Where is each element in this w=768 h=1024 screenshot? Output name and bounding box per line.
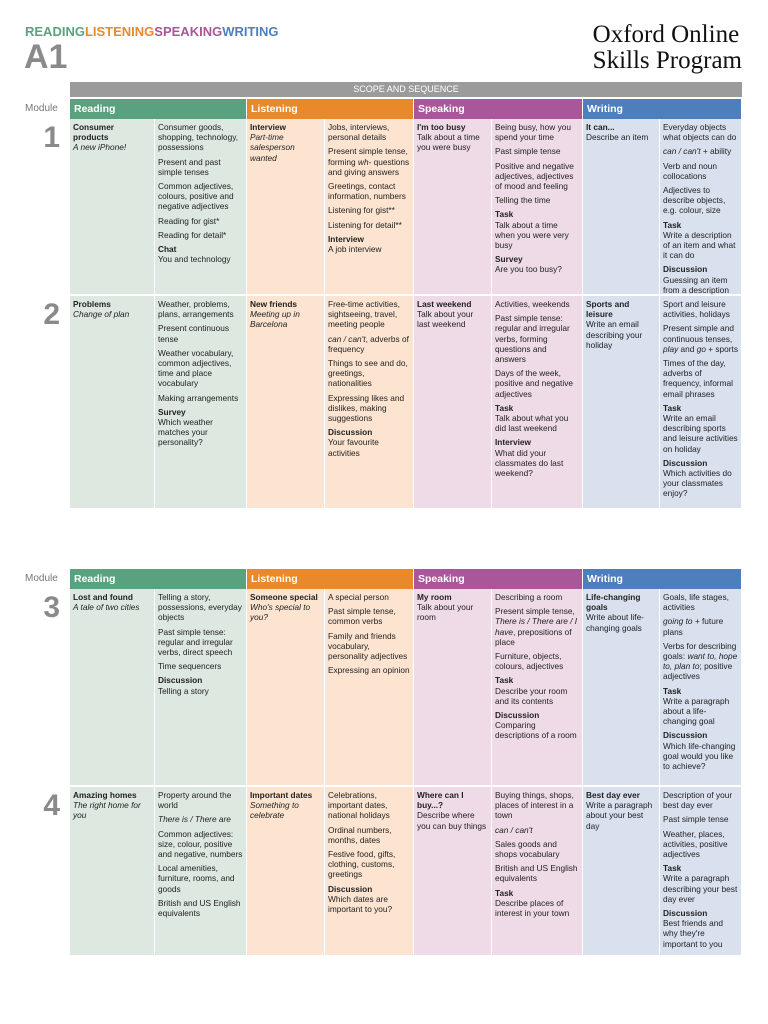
detail-segment: play bbox=[663, 343, 679, 354]
detail-text: Write an email describing sports and leisure activities on holiday bbox=[663, 413, 738, 454]
detail-segment: wh- bbox=[357, 156, 372, 167]
detail-item bbox=[663, 323, 738, 354]
header-writing: Writing bbox=[583, 99, 742, 119]
listening-details-cell bbox=[325, 119, 414, 294]
detail-item bbox=[495, 606, 579, 647]
detail-item bbox=[495, 437, 579, 478]
topic-title: Interview bbox=[250, 122, 286, 132]
detail-item bbox=[158, 407, 243, 448]
module-row bbox=[25, 787, 742, 957]
speaking-topic-cell bbox=[414, 787, 492, 955]
topic-subtitle: Change of plan bbox=[73, 309, 130, 320]
module-header: Module bbox=[25, 103, 58, 114]
detail-item: Listening for gist** bbox=[328, 205, 395, 216]
detail-segment: + future plans bbox=[663, 616, 724, 637]
topic-title: Someone special bbox=[250, 592, 318, 602]
table-header-row bbox=[25, 99, 742, 119]
program-title-line2: Skills Program bbox=[592, 47, 742, 74]
topic-subtitle: Part-time salesperson wanted bbox=[250, 132, 295, 163]
detail-item bbox=[328, 884, 410, 915]
header-listening: Listening bbox=[247, 99, 414, 119]
topic-title: I'm too busy bbox=[417, 122, 466, 132]
module-header: Module bbox=[25, 573, 58, 584]
detail-text: Which weather matches your personality? bbox=[158, 417, 213, 448]
detail-text: Describe your room and its contents bbox=[495, 685, 568, 706]
detail-item bbox=[663, 908, 738, 949]
program-title-line1: Oxford Online bbox=[592, 21, 740, 48]
detail-heading: Task bbox=[663, 863, 682, 874]
listening-details-cell bbox=[325, 589, 414, 785]
detail-item: Buying things, shops, places of interest in a town bbox=[495, 790, 574, 821]
detail-item: Festive food, gifts, clothing, customs, greetings bbox=[328, 849, 396, 880]
detail-item bbox=[663, 220, 738, 261]
writing-topic-cell bbox=[583, 589, 660, 785]
topic-subtitle: Meeting up in Barcelona bbox=[250, 309, 300, 330]
reading-details-cell bbox=[155, 296, 247, 508]
topic-title: Where can I buy...? bbox=[417, 790, 464, 811]
scope-and-sequence-bar: SCOPE AND SEQUENCE bbox=[70, 82, 742, 97]
speaking-topic-cell bbox=[414, 589, 492, 785]
detail-item: Telling a story, possessions, everyday objects bbox=[158, 592, 242, 623]
listening-topic-cell bbox=[247, 787, 325, 955]
program-title bbox=[593, 22, 742, 74]
detail-heading: Discussion bbox=[663, 457, 708, 468]
detail-text: Which dates are important to you? bbox=[328, 893, 393, 915]
topic-title: Lost and found bbox=[73, 592, 133, 602]
detail-item: Goals, life stages, activities bbox=[663, 592, 729, 613]
detail-segment: Present simple tense, forming bbox=[328, 146, 408, 167]
module-row bbox=[25, 589, 742, 787]
detail-item: Adjectives to describe objects, e.g. colour, size bbox=[663, 185, 726, 216]
detail-item bbox=[495, 209, 579, 250]
header-speaking: Speaking bbox=[414, 99, 583, 119]
topic-subtitle: Talk about a time you were busy bbox=[417, 132, 480, 153]
reading-details-cell bbox=[155, 589, 247, 785]
detail-item: Expressing likes and dislikes, making suggestions bbox=[328, 392, 405, 424]
speaking-details-cell bbox=[492, 787, 583, 955]
speaking-details-cell bbox=[492, 119, 583, 294]
detail-item: Common adjectives: size, colour, positive and negative, numbers bbox=[158, 828, 243, 860]
detail-item: Free-time activities, sightseeing, travel, meeting people bbox=[328, 299, 400, 330]
detail-heading: Task bbox=[663, 685, 682, 696]
reading-topic-cell bbox=[70, 296, 155, 508]
detail-heading: Task bbox=[495, 209, 514, 220]
listening-details-cell bbox=[325, 296, 414, 508]
detail-item: Ordinal numbers, months, dates bbox=[328, 824, 392, 845]
detail-item bbox=[495, 888, 579, 919]
detail-heading: Discussion bbox=[663, 908, 708, 919]
detail-item: Past simple tense: regular and irregular verbs, direct speech bbox=[158, 626, 233, 658]
topic-subtitle: Talk about your room bbox=[417, 602, 474, 623]
detail-item: Sales goods and shops vocabulary bbox=[495, 838, 560, 860]
detail-text: Write a paragraph describing your best day ever bbox=[663, 873, 738, 904]
topic-title: Life-changing goals bbox=[586, 592, 641, 613]
topic-subtitle: Write an email describing your holiday bbox=[586, 319, 643, 350]
header-reading: Reading bbox=[70, 99, 247, 119]
detail-item bbox=[158, 244, 243, 264]
writing-topic-cell bbox=[583, 787, 660, 955]
topic-subtitle: Talk about your last weekend bbox=[417, 309, 474, 330]
brand-speaking: SPEAKING bbox=[154, 24, 223, 39]
header-speaking: Speaking bbox=[414, 569, 583, 589]
header-reading: Reading bbox=[70, 569, 247, 589]
topic-title: Best day ever bbox=[586, 790, 640, 800]
detail-heading: Discussion bbox=[663, 730, 708, 741]
detail-text: A job interview bbox=[328, 244, 382, 255]
detail-item: Things to see and do, greetings, nationalities bbox=[328, 358, 408, 389]
detail-item: Past simple tense: regular and irregular verbs, forming questions and answers bbox=[495, 313, 570, 365]
detail-item: Jobs, interviews, personal details bbox=[328, 122, 390, 143]
reading-topic-cell bbox=[70, 787, 155, 955]
detail-segment: can / can't bbox=[328, 333, 366, 344]
detail-heading: Discussion bbox=[328, 883, 373, 894]
topic-title: New friends bbox=[250, 299, 298, 309]
detail-heading: Task bbox=[663, 402, 682, 413]
writing-details-cell bbox=[660, 119, 742, 294]
detail-item bbox=[663, 616, 738, 636]
listening-topic-cell bbox=[247, 589, 325, 785]
module-number: 1 bbox=[43, 121, 60, 154]
detail-item: Common adjectives, colours, positive and negative adjectives bbox=[158, 181, 234, 212]
skills-brand bbox=[25, 24, 279, 39]
detail-segment: and bbox=[678, 343, 697, 354]
detail-item bbox=[495, 675, 579, 706]
header-writing: Writing bbox=[583, 569, 742, 589]
module-row bbox=[25, 119, 742, 296]
detail-text: Talk about what you did last weekend bbox=[495, 413, 569, 434]
detail-item bbox=[495, 254, 579, 274]
detail-segment: There is / There are / I have bbox=[495, 616, 578, 637]
topic-title: Problems bbox=[73, 299, 111, 309]
detail-segment: + ability bbox=[700, 146, 732, 157]
detail-item bbox=[328, 146, 410, 177]
listening-details-cell bbox=[325, 787, 414, 955]
topic-subtitle: Write a paragraph about your best day bbox=[586, 800, 653, 831]
detail-item: Times of the day, adverbs of frequency, informal email phrases bbox=[663, 358, 733, 399]
detail-item bbox=[663, 458, 738, 499]
topic-title: Last weekend bbox=[417, 299, 472, 309]
module-row bbox=[25, 296, 742, 510]
detail-segment: questions and giving answers bbox=[328, 156, 410, 177]
detail-text: You and technology bbox=[158, 254, 231, 265]
detail-item bbox=[663, 686, 738, 727]
detail-heading: Interview bbox=[495, 437, 531, 448]
detail-text: Are you too busy? bbox=[495, 264, 562, 275]
topic-title: Important dates bbox=[250, 790, 313, 800]
detail-heading: Survey bbox=[158, 406, 186, 417]
detail-item bbox=[495, 403, 579, 434]
detail-segment: , prepositions of place bbox=[495, 626, 572, 647]
detail-item: Being busy, how you spend your time bbox=[495, 122, 571, 143]
detail-item: Making arrangements bbox=[158, 392, 239, 403]
detail-item bbox=[495, 710, 579, 741]
detail-item: Describing a room bbox=[495, 592, 563, 602]
detail-segment: There is / There are bbox=[158, 814, 231, 825]
topic-title: Consumer products bbox=[73, 122, 115, 143]
detail-segment: ; positive adjectives bbox=[663, 661, 733, 682]
detail-segment: go bbox=[696, 343, 706, 354]
speaking-details-cell bbox=[492, 589, 583, 785]
detail-item bbox=[158, 675, 243, 695]
writing-details-cell bbox=[660, 589, 742, 785]
detail-item: Local amenities, furniture, rooms, and goods bbox=[158, 863, 235, 894]
detail-heading: Discussion bbox=[158, 675, 203, 686]
writing-details-cell bbox=[660, 296, 742, 508]
detail-heading: Survey bbox=[495, 254, 523, 265]
detail-item: Description of your best day ever bbox=[663, 790, 733, 811]
detail-segment: can / can't bbox=[495, 824, 533, 835]
detail-item bbox=[328, 234, 410, 254]
detail-item: Past simple tense bbox=[663, 814, 729, 825]
detail-text: Guessing an item from a description bbox=[663, 274, 729, 295]
detail-text: Your favourite activities bbox=[328, 437, 379, 458]
detail-item: British and US English equivalents bbox=[158, 897, 241, 919]
detail-text: Comparing descriptions of a room bbox=[495, 720, 577, 741]
detail-heading: Task bbox=[495, 887, 514, 898]
detail-heading: Task bbox=[663, 219, 682, 230]
reading-details-cell bbox=[155, 119, 247, 294]
detail-item: Family and friends vocabulary, personality adjectives bbox=[328, 630, 408, 662]
detail-item: Past simple tense bbox=[495, 146, 561, 157]
topic-subtitle: Describe an item bbox=[586, 132, 649, 143]
topic-subtitle: Describe where you can buy things bbox=[417, 810, 487, 831]
detail-item: Reading for gist* bbox=[158, 215, 220, 226]
detail-item: Days of the week, positive and negative adjectives bbox=[495, 368, 573, 399]
detail-item bbox=[663, 264, 738, 295]
detail-item: Weather, problems, plans, arrangements bbox=[158, 299, 234, 320]
topic-title: It can... bbox=[586, 122, 615, 132]
brand-listening: LISTENING bbox=[84, 24, 155, 39]
detail-item bbox=[663, 146, 738, 156]
listening-topic-cell bbox=[247, 296, 325, 508]
detail-segment: want to, hope to, plan to bbox=[663, 651, 738, 672]
detail-item: Present and past simple tenses bbox=[158, 156, 221, 177]
detail-text: Write a description of an item and what it can do bbox=[663, 229, 736, 261]
reading-details-cell bbox=[155, 787, 247, 955]
detail-segment: Present simple and continuous tenses, bbox=[663, 323, 735, 344]
detail-segment: Verbs for describing goals: bbox=[663, 640, 737, 662]
detail-text: Which life-changing goal would you like to achieve? bbox=[663, 740, 736, 772]
detail-item: Present continuous tense bbox=[158, 323, 230, 344]
detail-item: Sport and leisure activities, holidays bbox=[663, 299, 730, 320]
topic-subtitle: Write about life-changing goals bbox=[586, 612, 644, 633]
brand-writing: WRITING bbox=[222, 24, 279, 39]
detail-text: Write a paragraph about a life-changing goal bbox=[663, 695, 730, 727]
speaking-topic-cell bbox=[414, 296, 492, 508]
detail-item: Reading for detail* bbox=[158, 229, 227, 240]
detail-item bbox=[158, 814, 243, 824]
detail-item: Consumer goods, shopping, technology, possessions bbox=[158, 122, 239, 153]
detail-item: Greetings, contact information, numbers bbox=[328, 181, 406, 202]
detail-heading: Chat bbox=[158, 244, 177, 255]
header-listening: Listening bbox=[247, 569, 414, 589]
table-header-row bbox=[25, 569, 742, 589]
scope-table-2 bbox=[25, 569, 742, 957]
reading-topic-cell bbox=[70, 119, 155, 294]
detail-item bbox=[495, 825, 579, 835]
detail-item bbox=[328, 427, 410, 458]
topic-title: Sports and leisure bbox=[586, 299, 630, 320]
detail-segment: , adverbs of frequency bbox=[328, 333, 409, 354]
writing-topic-cell bbox=[583, 119, 660, 294]
scope-table-1 bbox=[25, 99, 742, 510]
level-label: A1 bbox=[24, 38, 68, 76]
detail-item: Expressing an opinion bbox=[328, 665, 410, 676]
detail-item: Activities, weekends bbox=[495, 299, 570, 309]
detail-segment: Present simple tense, bbox=[495, 606, 575, 617]
detail-item: Time sequencers bbox=[158, 661, 222, 672]
listening-topic-cell bbox=[247, 119, 325, 294]
speaking-topic-cell bbox=[414, 119, 492, 294]
detail-heading: Discussion bbox=[328, 427, 373, 438]
topic-subtitle: A tale of two cities bbox=[73, 602, 140, 613]
detail-item: Celebrations, important dates, national holidays bbox=[328, 790, 390, 821]
module-number: 4 bbox=[43, 789, 60, 822]
detail-item: Furniture, objects, colours, adjectives bbox=[495, 651, 564, 672]
detail-item: Everyday objects what objects can do bbox=[663, 122, 737, 143]
detail-heading: Discussion bbox=[495, 710, 540, 721]
detail-item: Verb and noun collocations bbox=[663, 160, 717, 181]
detail-heading: Task bbox=[495, 402, 514, 413]
topic-subtitle: The right home for you bbox=[73, 800, 141, 821]
detail-text: Talk about a time when you were very busy bbox=[495, 219, 569, 251]
reading-topic-cell bbox=[70, 589, 155, 785]
detail-item: British and US English equivalents bbox=[495, 863, 578, 884]
detail-item bbox=[328, 334, 410, 354]
detail-item: A special person bbox=[328, 592, 389, 602]
detail-item: Past simple tense, common verbs bbox=[328, 606, 396, 627]
speaking-details-cell bbox=[492, 296, 583, 508]
brand-reading: READING bbox=[25, 24, 85, 39]
detail-heading: Discussion bbox=[663, 264, 708, 275]
detail-heading: Task bbox=[495, 675, 514, 686]
module-number: 2 bbox=[43, 298, 60, 331]
detail-text: What did your classmates do last weekend? bbox=[495, 447, 564, 479]
detail-segment: can / can't bbox=[663, 146, 701, 157]
detail-item bbox=[663, 863, 738, 904]
writing-details-cell bbox=[660, 787, 742, 955]
detail-item bbox=[663, 403, 738, 454]
detail-item: Positive and negative adjectives, adjectives of mood and feeling bbox=[495, 160, 574, 192]
detail-heading: Interview bbox=[328, 233, 364, 244]
detail-text: Describe places of interest in your town bbox=[495, 897, 570, 919]
detail-item: Listening for detail** bbox=[328, 219, 402, 230]
topic-subtitle: Who's special to you? bbox=[250, 602, 311, 623]
topic-subtitle: A new iPhone! bbox=[73, 142, 127, 153]
detail-item: Property around the world bbox=[158, 790, 232, 811]
topic-title: My room bbox=[417, 592, 452, 602]
writing-topic-cell bbox=[583, 296, 660, 508]
detail-text: Telling a story bbox=[158, 685, 209, 696]
detail-item bbox=[663, 730, 738, 771]
module-number: 3 bbox=[43, 591, 60, 624]
detail-item: Weather, places, activities, positive adjectives bbox=[663, 828, 728, 860]
detail-segment: + sports bbox=[705, 343, 738, 354]
detail-text: Best friends and why they're important to you bbox=[663, 918, 723, 949]
detail-item bbox=[663, 641, 738, 682]
detail-item: Telling the time bbox=[495, 195, 551, 206]
detail-item: Weather vocabulary, common adjectives, time and place vocabulary bbox=[158, 347, 234, 389]
detail-segment: going to bbox=[663, 616, 693, 627]
topic-title: Amazing homes bbox=[73, 790, 137, 800]
topic-subtitle: Something to celebrate bbox=[250, 800, 299, 821]
detail-text: Which activities do your classmates enjoy? bbox=[663, 468, 732, 499]
